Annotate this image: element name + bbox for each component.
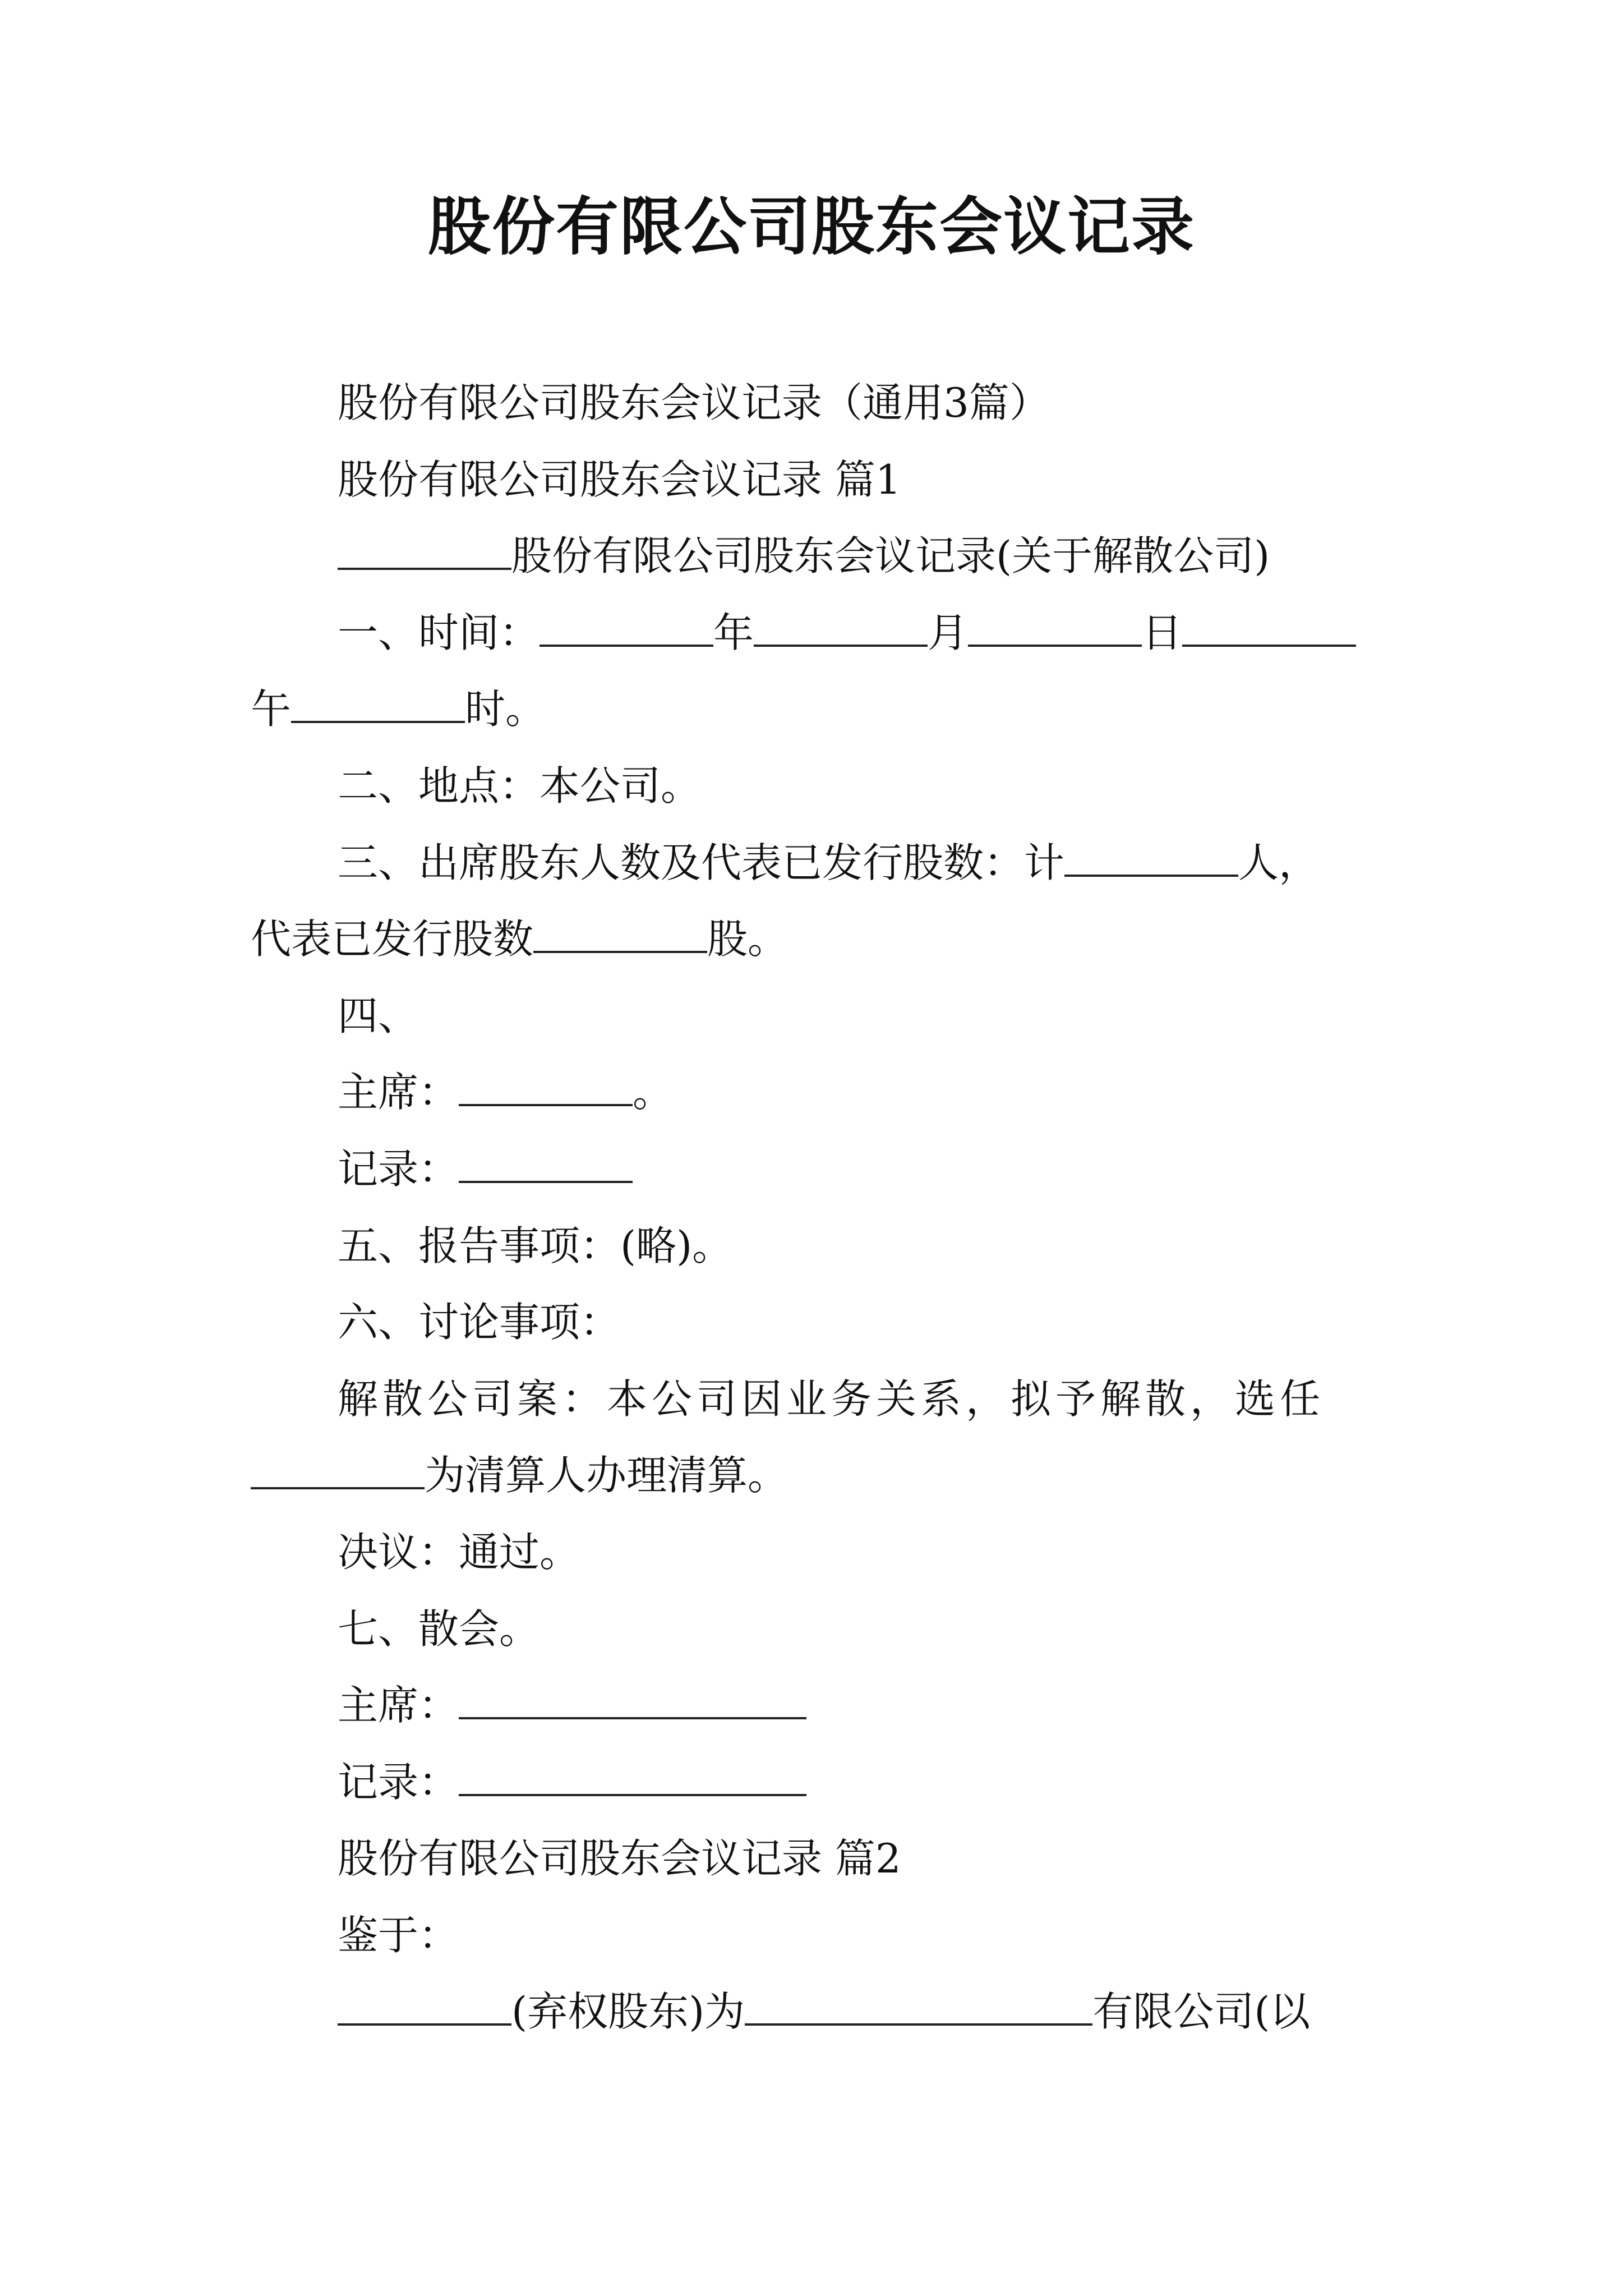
day-blank: [968, 612, 1142, 647]
document-title: 股份有限公司股东会议记录: [428, 190, 1195, 264]
waiver-text: (弃权股东)为: [511, 1988, 745, 2036]
waiver-shareholder-blank: [338, 1991, 511, 2026]
chair-end: 。: [633, 1069, 674, 1116]
document-title-text: 股份有限公司股东会议记录(关于解散公司): [511, 532, 1270, 580]
document-title-line: [251, 518, 1395, 595]
place-line: [251, 748, 1395, 825]
record-blank: [459, 1148, 633, 1183]
period-blank: [1182, 612, 1356, 647]
year-blank: [540, 612, 713, 647]
discussion-text: 六、讨论事项：: [338, 1299, 621, 1346]
liquidator-line: [251, 1437, 1395, 1514]
report-line: [251, 1208, 1395, 1285]
liquidator-text: 为清算人办理清算。: [425, 1452, 789, 1499]
month-label: 月: [928, 609, 969, 656]
liquidator-blank: [251, 1455, 425, 1489]
dissolve-text: 解散公司案：本公司因业务关系，拟予解散，选任: [338, 1375, 1325, 1423]
attendee-unit: 人，: [1238, 839, 1320, 886]
company-name-blank: [338, 535, 511, 570]
attendance-text: 三、出席股东人数及代表已发行股数：计: [338, 839, 1065, 886]
place-text: 二、地点：本公司。: [338, 762, 702, 809]
report-text: 五、报告事项：(略)。: [338, 1222, 733, 1269]
adjourn-text: 七、散会。: [338, 1605, 540, 1653]
waiver-line: [251, 1973, 1395, 2050]
item4-line: [251, 978, 1395, 1055]
attendee-count-blank: [1064, 842, 1238, 877]
record-signature-label: 记录：: [338, 1758, 459, 1806]
discussion-line: [251, 1284, 1395, 1361]
shares-line: [251, 901, 1395, 978]
chair-signature-label: 主席：: [338, 1682, 459, 1729]
document-body: [251, 365, 1395, 2050]
shares-label: 代表已发行股数: [251, 915, 534, 963]
hour-blank: [291, 688, 465, 723]
record-label: 记录：: [338, 1145, 459, 1193]
time-label: 一、时间：: [338, 609, 540, 656]
whereas-line: [251, 1897, 1395, 1974]
part2-heading-text: 股份有限公司股东会议记录 篇2: [338, 1835, 901, 1883]
time-line-continued: [251, 671, 1395, 748]
record-line: [251, 1131, 1395, 1208]
chair-blank: [459, 1071, 633, 1106]
record-signature-line: [251, 1744, 1395, 1821]
year-label: 年: [713, 609, 754, 656]
part1-heading: [251, 441, 1395, 518]
adjourn-line: [251, 1591, 1395, 1668]
record-signature-blank: [459, 1761, 806, 1796]
chair-line: [251, 1054, 1395, 1131]
month-blank: [754, 612, 928, 647]
part2-heading: [251, 1820, 1395, 1897]
chair-signature-line: [251, 1667, 1395, 1744]
resolution-text: 决议：通过。: [338, 1528, 580, 1576]
chair-label: 主席：: [338, 1069, 459, 1116]
chair-signature-blank: [459, 1685, 806, 1719]
part1-heading-text: 股份有限公司股东会议记录 篇1: [338, 455, 901, 503]
dissolve-line: [251, 1361, 1395, 1438]
shares-unit: 股。: [707, 915, 789, 963]
item4-text: 四、: [338, 992, 419, 1039]
day-label: 日: [1142, 609, 1183, 656]
whereas-text: 鉴于：: [338, 1911, 459, 1959]
subtitle-line: [251, 365, 1395, 441]
shares-blank: [533, 918, 707, 953]
company-blank: [745, 1991, 1092, 2026]
hour-label: 时。: [465, 685, 546, 733]
attendance-line: [251, 825, 1395, 901]
waiver-company-text: 有限公司(以: [1092, 1988, 1311, 2036]
time-line: [251, 595, 1395, 671]
subtitle-text: 股份有限公司股东会议记录（通用3篇）: [338, 379, 1050, 426]
noon-label: 午: [251, 685, 292, 733]
resolution-line: [251, 1514, 1395, 1591]
